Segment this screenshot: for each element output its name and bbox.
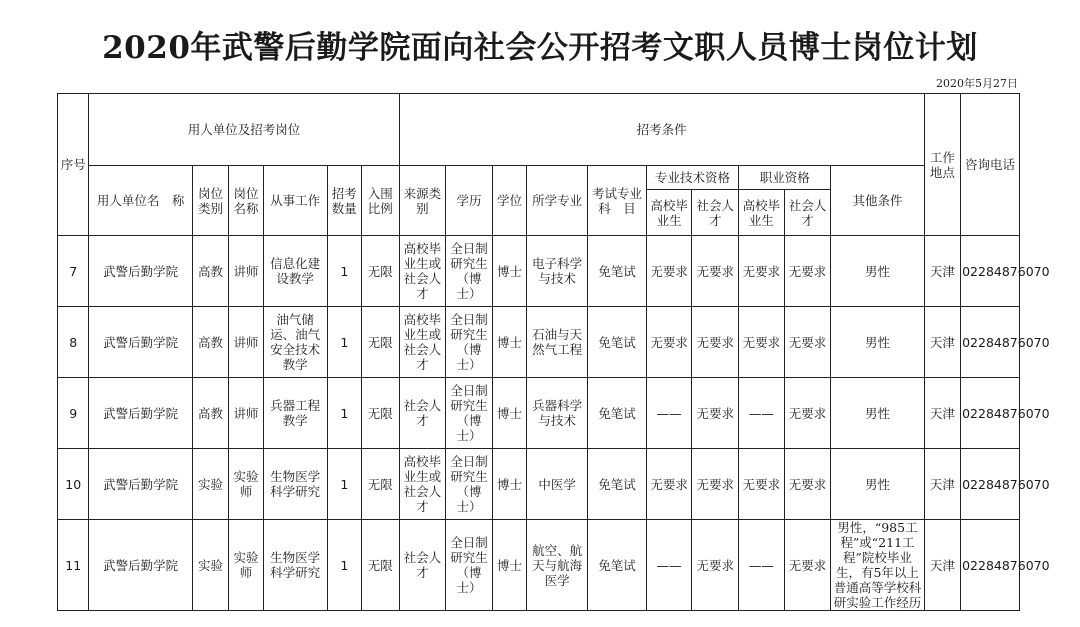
header-job-social: 社会人才: [784, 190, 831, 236]
header-conditions-group: 招考条件: [399, 94, 924, 166]
header-tech-qualification: 专业技术资格: [646, 166, 738, 190]
cell-job-grad: 无要求: [739, 449, 785, 520]
cell-quota: 1: [327, 378, 361, 449]
header-job-qualification: 职业资格: [739, 166, 831, 190]
cell-tech-social: 无要求: [692, 236, 739, 307]
cell-other: 男性: [831, 307, 924, 378]
cell-exam-subject: 免笔试: [588, 236, 647, 307]
cell-major: 兵器科学与技术: [527, 378, 588, 449]
cell-unit: 武警后勤学院: [89, 236, 192, 307]
cell-ratio: 无限: [362, 378, 400, 449]
cell-phone: 02284876070: [961, 236, 1020, 307]
cell-tech-grad: 无要求: [646, 307, 692, 378]
cell-phone: 02284876070: [961, 307, 1020, 378]
cell-exam-subject: 免笔试: [588, 307, 647, 378]
table-row: [58, 520, 1020, 611]
cell-ratio: 无限: [362, 236, 400, 307]
header-other: 其他条件: [831, 166, 924, 236]
header-education: 学历: [446, 166, 493, 236]
header-source: 来源类别: [399, 166, 446, 236]
cell-source: 高校毕业生或社会人才: [399, 236, 446, 307]
cell-location: 天津: [924, 449, 960, 520]
header-tech-grad: 高校毕业生: [646, 190, 692, 236]
header-location: 工作地点: [924, 94, 960, 236]
cell-unit: 武警后勤学院: [89, 449, 192, 520]
document-date: 2020年5月27日: [936, 77, 1018, 90]
cell-post-name: 实验师: [229, 449, 263, 520]
header-exam-subject: 考试专业科 目: [588, 166, 647, 236]
cell-job-grad: 无要求: [739, 236, 785, 307]
header-unit-name: 用人单位名 称: [89, 166, 192, 236]
cell-major: 航空、航天与航海医学: [527, 520, 588, 611]
cell-seq: 10: [58, 449, 89, 520]
cell-job-social: 无要求: [784, 378, 831, 449]
cell-job-grad: 无要求: [739, 307, 785, 378]
cell-other: 男性: [831, 236, 924, 307]
cell-location: 天津: [924, 520, 960, 611]
header-degree: 学位: [492, 166, 526, 236]
cell-location: 天津: [924, 378, 960, 449]
table-row: [58, 307, 1020, 378]
cell-phone: 02284876070: [961, 449, 1020, 520]
cell-degree: 博士: [492, 236, 526, 307]
cell-tech-social: 无要求: [692, 378, 739, 449]
header-unit-group: 用人单位及招考岗位: [89, 94, 399, 166]
cell-job-grad: ——: [739, 520, 785, 611]
cell-post-name: 讲师: [229, 236, 263, 307]
cell-education: 全日制研究生（博士）: [446, 236, 493, 307]
table-row: [58, 236, 1020, 307]
cell-ratio: 无限: [362, 307, 400, 378]
cell-quota: 1: [327, 307, 361, 378]
cell-degree: 博士: [492, 449, 526, 520]
cell-seq: 8: [58, 307, 89, 378]
cell-education: 全日制研究生（博士）: [446, 307, 493, 378]
cell-source: 社会人才: [399, 378, 446, 449]
table-row: [58, 449, 1020, 520]
cell-quota: 1: [327, 449, 361, 520]
cell-unit: 武警后勤学院: [89, 378, 192, 449]
cell-seq: 9: [58, 378, 89, 449]
cell-post-category: 高教: [192, 307, 228, 378]
cell-major: 石油与天然气工程: [527, 307, 588, 378]
cell-tech-grad: 无要求: [646, 236, 692, 307]
cell-other: 男性，“985工程”或“211工程”院校毕业生，有5年以上普通高等学校科研实验工作经历: [831, 520, 924, 611]
cell-location: 天津: [924, 236, 960, 307]
cell-tech-grad: 无要求: [646, 449, 692, 520]
cell-post-name: 讲师: [229, 307, 263, 378]
header-quota: 招考数量: [327, 166, 361, 236]
header-post-category: 岗位类别: [192, 166, 228, 236]
cell-ratio: 无限: [362, 520, 400, 611]
cell-degree: 博士: [492, 378, 526, 449]
cell-seq: 7: [58, 236, 89, 307]
cell-job-social: 无要求: [784, 449, 831, 520]
cell-unit: 武警后勤学院: [89, 307, 192, 378]
cell-source: 社会人才: [399, 520, 446, 611]
cell-post-category: 高教: [192, 378, 228, 449]
header-work: 从事工作: [263, 166, 327, 236]
cell-tech-grad: ——: [646, 378, 692, 449]
cell-major: 电子科学与技术: [527, 236, 588, 307]
cell-other: 男性: [831, 449, 924, 520]
document-title: 2020年武警后勤学院面向社会公开招考文职人员博士岗位计划: [102, 30, 978, 66]
cell-source: 高校毕业生或社会人才: [399, 307, 446, 378]
cell-post-name: 实验师: [229, 520, 263, 611]
cell-tech-social: 无要求: [692, 307, 739, 378]
cell-work: 生物医学科学研究: [263, 520, 327, 611]
cell-seq: 11: [58, 520, 89, 611]
cell-tech-social: 无要求: [692, 449, 739, 520]
recruitment-table: [57, 93, 1050, 611]
cell-job-social: 无要求: [784, 520, 831, 611]
cell-education: 全日制研究生（博士）: [446, 449, 493, 520]
cell-exam-subject: 免笔试: [588, 378, 647, 449]
cell-post-name: 讲师: [229, 378, 263, 449]
cell-job-social: 无要求: [784, 307, 831, 378]
cell-exam-subject: 免笔试: [588, 449, 647, 520]
header-major: 所学专业: [527, 166, 588, 236]
cell-post-category: 高教: [192, 236, 228, 307]
cell-phone: 02284876070: [961, 520, 1020, 611]
cell-quota: 1: [327, 520, 361, 611]
cell-degree: 博士: [492, 520, 526, 611]
header-phone: 咨询电话: [961, 94, 1020, 236]
cell-quota: 1: [327, 236, 361, 307]
cell-job-grad: ——: [739, 378, 785, 449]
cell-other: 男性: [831, 378, 924, 449]
cell-ratio: 无限: [362, 449, 400, 520]
cell-phone: 02284876070: [961, 378, 1020, 449]
cell-tech-grad: ——: [646, 520, 692, 611]
cell-post-category: 实验: [192, 449, 228, 520]
cell-work: 信息化建设教学: [263, 236, 327, 307]
header-job-grad: 高校毕业生: [739, 190, 785, 236]
header-post-name: 岗位名称: [229, 166, 263, 236]
cell-work: 油气储运、油气安全技术教学: [263, 307, 327, 378]
cell-exam-subject: 免笔试: [588, 520, 647, 611]
cell-location: 天津: [924, 307, 960, 378]
table-row: [58, 378, 1020, 449]
cell-education: 全日制研究生（博士）: [446, 378, 493, 449]
cell-tech-social: 无要求: [692, 520, 739, 611]
cell-education: 全日制研究生（博士）: [446, 520, 493, 611]
cell-unit: 武警后勤学院: [89, 520, 192, 611]
cell-work: 兵器工程教学: [263, 378, 327, 449]
cell-degree: 博士: [492, 307, 526, 378]
cell-major: 中医学: [527, 449, 588, 520]
header-ratio: 入围比例: [362, 166, 400, 236]
cell-post-category: 实验: [192, 520, 228, 611]
cell-work: 生物医学科学研究: [263, 449, 327, 520]
header-tech-social: 社会人才: [692, 190, 739, 236]
cell-source: 高校毕业生或社会人才: [399, 449, 446, 520]
header-seq: 序号: [58, 94, 89, 236]
cell-job-social: 无要求: [784, 236, 831, 307]
